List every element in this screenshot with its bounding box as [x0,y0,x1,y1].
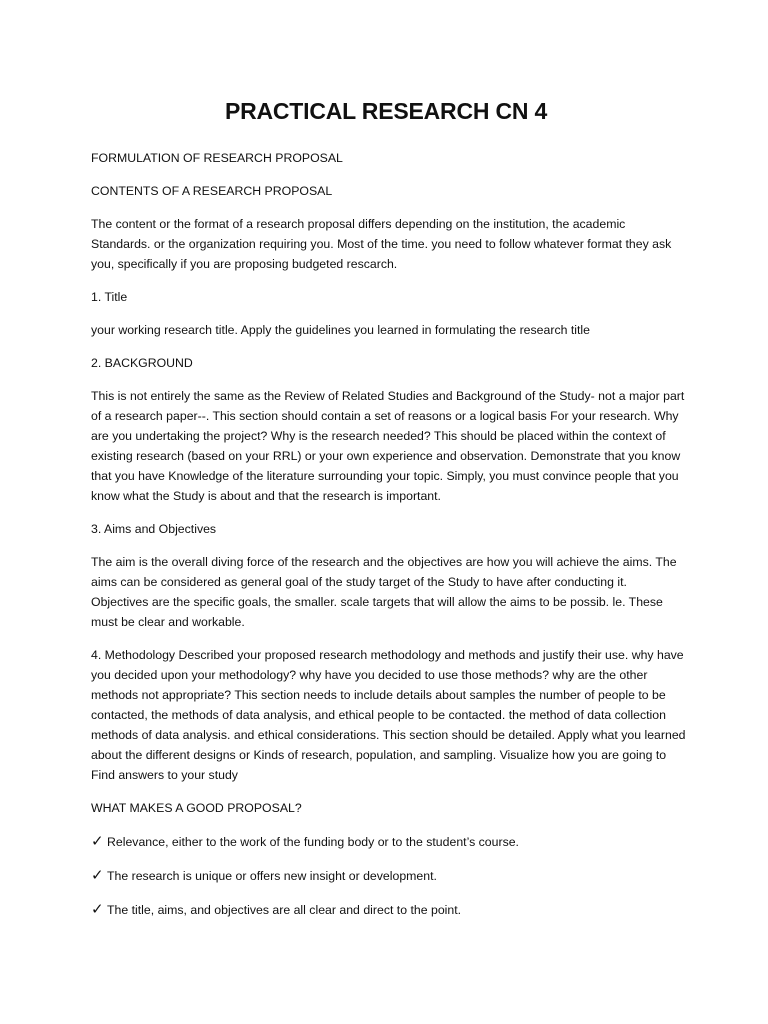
item-body-title: your working research title. Apply the guidelines you learned in formulating the research title [91,323,590,337]
checklist-text: Relevance, either to the work of the funding body or to the student’s course. [107,835,519,849]
checklist-text: The title, aims, and objectives are all clear and direct to the point. [107,903,462,917]
checklist-item [91,899,687,920]
checklist-item [91,831,687,852]
section-heading: FORMULATION OF RESEARCH PROPOSAL [91,151,343,165]
checklist-text: The research is unique or offers new insight or development. [107,869,437,883]
document-title: PRACTICAL RESEARCH CN 4 [224,98,548,124]
checklist-item [91,865,687,886]
methodology-paragraph: 4. Methodology Described your proposed research methodology and methods and justify their use. why have you decided upon your methodology? why have you decided to use those methods? why are the other methods not appropriate? This section needs to include details about samples the number of people to be contacted, the methods of data analysis, and ethical people to be contacted. the method of data collection methods of data analysis. and ethical considerations. This section should be detailed. Apply what you learned about the different designs or Kinds of research, population, and sampling. Visualize how you are going to Find answers to your study [91,648,686,782]
item-body-background: This is not entirely the same as the Review of Related Studies and Background of the Study- not a major part of a research paper--. This section should contain a set of reasons or a logical basis For your research. Why are you undertaking the project? Why is the research needed? This should be placed within the context of existing research (based on your RRL) or your own experience and observation. Demonstrate that you know that you have Knowledge of the literature surrounding your topic. Simply, you must convince people that you know what the Study is about and that the research is important. [91,389,685,503]
item-heading-title: 1. Title [91,290,128,304]
document-page [91,96,687,933]
intro-paragraph: The content or the format of a research proposal differs depending on the institution, the academic Standards. or the organization requiring you. Most of the time. you need to follow whatever format they ask you, specifically if you are proposing budgeted rescarch. [91,217,672,271]
checkmark-icon: ✓ [91,866,104,884]
item-heading-aims: 3. Aims and Objectives [91,522,217,536]
checkmark-icon: ✓ [91,900,104,918]
contents-heading: CONTENTS OF A RESEARCH PROPOSAL [91,184,333,198]
checkmark-icon: ✓ [91,832,104,850]
good-proposal-heading: WHAT MAKES A GOOD PROPOSAL? [91,801,302,815]
item-heading-background: 2. BACKGROUND [91,356,193,370]
item-body-aims: The aim is the overall diving force of the research and the objectives are how you will achieve the aims. The aims can be considered as general goal of the study target of the Study to have after conducting it. Objectives are the specific goals, the smaller. scale targets that will allow the aims to be possib. le. These must be clear and workable. [91,555,677,629]
